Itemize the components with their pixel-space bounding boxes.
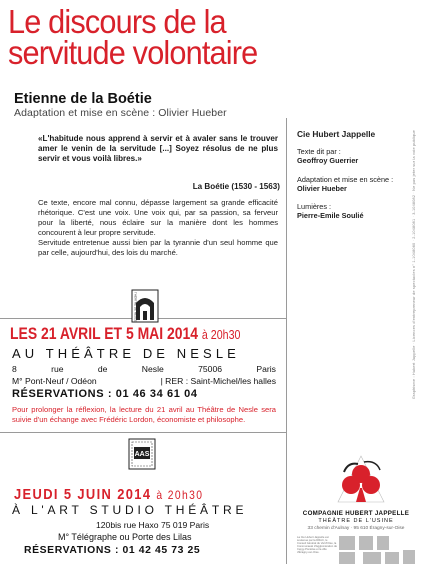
event1-rer: | RER : Saint-Michel/les halles bbox=[160, 376, 276, 386]
event1-address-city: Paris bbox=[256, 364, 276, 374]
event1-address bbox=[12, 364, 276, 374]
partner-logos bbox=[339, 536, 417, 566]
credits-text-label: Texte dit par : bbox=[297, 147, 341, 157]
partner-logo-2 bbox=[359, 536, 373, 550]
event1-address-street: Nesle bbox=[141, 364, 164, 374]
event1-time: à 20h30 bbox=[201, 327, 241, 342]
nesle-logo-text: THÉÂTRE DE NESLE bbox=[133, 292, 138, 322]
partner-logo-3 bbox=[377, 536, 389, 550]
compagnie-logo bbox=[334, 452, 388, 510]
partner-logo-5 bbox=[363, 552, 381, 564]
event2-date-text: JEUDI 5 JUIN 2014 bbox=[14, 486, 152, 503]
company-address: 33 chemin d'Aulnay · 95 610 Éragny-sur-Oise bbox=[307, 526, 405, 531]
event1-venue: AU THÉÂTRE DE NESLE bbox=[12, 346, 240, 361]
description bbox=[38, 198, 278, 259]
column-divider bbox=[286, 118, 287, 564]
event1-address-de: de bbox=[97, 364, 108, 374]
partner-logo-6 bbox=[385, 552, 399, 564]
art-studio-theatre-logo bbox=[128, 438, 156, 470]
quote-text: «L'habitude nous apprend à servir et à avaler sans le trouver amer le venin de la servitude [...] Soyez résolus de ne plus servir et vous voilà libres.» bbox=[38, 134, 278, 164]
vertical-legal-text bbox=[412, 130, 420, 570]
description-paragraph-1: Ce texte, encore mal connu, dépasse largement sa grande efficacité rhétorique. C'est une voix. Une voix qui, par sa passion, sa ferveur pour la liberté, nous éclaire sur la manière dont les hommes concourent à leur propre servitude. bbox=[38, 198, 278, 238]
event2-address: 120bis rue Haxo 75 019 Paris bbox=[96, 520, 210, 530]
funding-footnote: La Cie Hubert Jappelle est soutenue par la DRAC, le Conseil Général du Val d'Oise, la Communauté d'Agglomération de Cergy-Pontoise et la ville d'Éragny-sur-Oise. bbox=[297, 536, 337, 555]
aas-logo-text: AAS bbox=[134, 451, 150, 458]
title-line-1: Le discours de la bbox=[8, 3, 226, 40]
event2-reservations: RÉSERVATIONS : 01 42 45 73 25 bbox=[24, 545, 201, 556]
company-subtitle: THÉÂTRE DE L'USINE bbox=[318, 518, 394, 524]
event2-venue: À L'ART STUDIO THÉÂTRE bbox=[12, 503, 248, 517]
event1-extra-note: Pour prolonger la réflexion, la lecture du 21 avril au Théâtre de Nesle sera suivie d'un échange avec Frédéric Lordon, économiste et philosophe. bbox=[12, 405, 276, 424]
description-paragraph-2: Servitude entretenue aussi bien par la tyrannie d'un seul homme que par celle, aujourd'hui, des lois du marché. bbox=[38, 238, 278, 258]
event1-address-postcode: 75006 bbox=[198, 364, 223, 374]
company-name: COMPAGNIE HUBERT JAPPELLE bbox=[302, 510, 410, 517]
event1-dates bbox=[10, 324, 240, 344]
credits-adapt-label: Adaptation et mise en scène : bbox=[297, 174, 394, 184]
event1-dates-text: LES 21 AVRIL ET 5 MAI 2014 bbox=[10, 324, 199, 343]
credits-panel bbox=[297, 130, 415, 229]
section-divider-2 bbox=[0, 432, 286, 433]
theatre-de-nesle-logo bbox=[131, 289, 159, 323]
partner-logo-4 bbox=[339, 552, 355, 564]
quote-source: La Boétie (1530 - 1563) bbox=[192, 182, 280, 191]
credits-adapt-value: Olivier Hueber bbox=[297, 183, 347, 193]
credits-light-value: Pierre-Emile Soulié bbox=[297, 211, 364, 221]
event2-date bbox=[14, 486, 203, 503]
page-title bbox=[8, 3, 287, 71]
title-line-2: servitude volontaire bbox=[8, 34, 258, 71]
vertical-legal-text-content: Graphisme : Hubert Jappelle · Licences d'entrepreneur de spectacles n° 1-1048080 · 2-1048081 · 3-1048082 · Ne pas jeter sur la voie publique bbox=[412, 130, 416, 400]
credits-text-value: Geoffroy Guerrier bbox=[297, 156, 359, 166]
adaptation-credit: Adaptation et mise en scène : Olivier Hueber bbox=[14, 107, 227, 119]
event1-address-rue: rue bbox=[51, 364, 64, 374]
credits-light-label: Lumières : bbox=[297, 202, 332, 212]
event2-time: à 20h30 bbox=[156, 488, 204, 502]
event1-transport bbox=[12, 376, 276, 386]
event1-address-number: 8 bbox=[12, 364, 17, 374]
credits-company: Cie Hubert Jappelle bbox=[297, 129, 376, 139]
event1-reservations: RÉSERVATIONS : 01 46 34 61 04 bbox=[12, 388, 198, 400]
author-name: Etienne de la Boétie bbox=[14, 91, 152, 107]
event2-transport: M° Télégraphe ou Porte des Lilas bbox=[58, 532, 192, 542]
event1-metro: M° Pont-Neuf / Odéon bbox=[12, 376, 97, 386]
partner-logo-1 bbox=[339, 536, 355, 550]
partner-logo-7 bbox=[403, 550, 415, 564]
